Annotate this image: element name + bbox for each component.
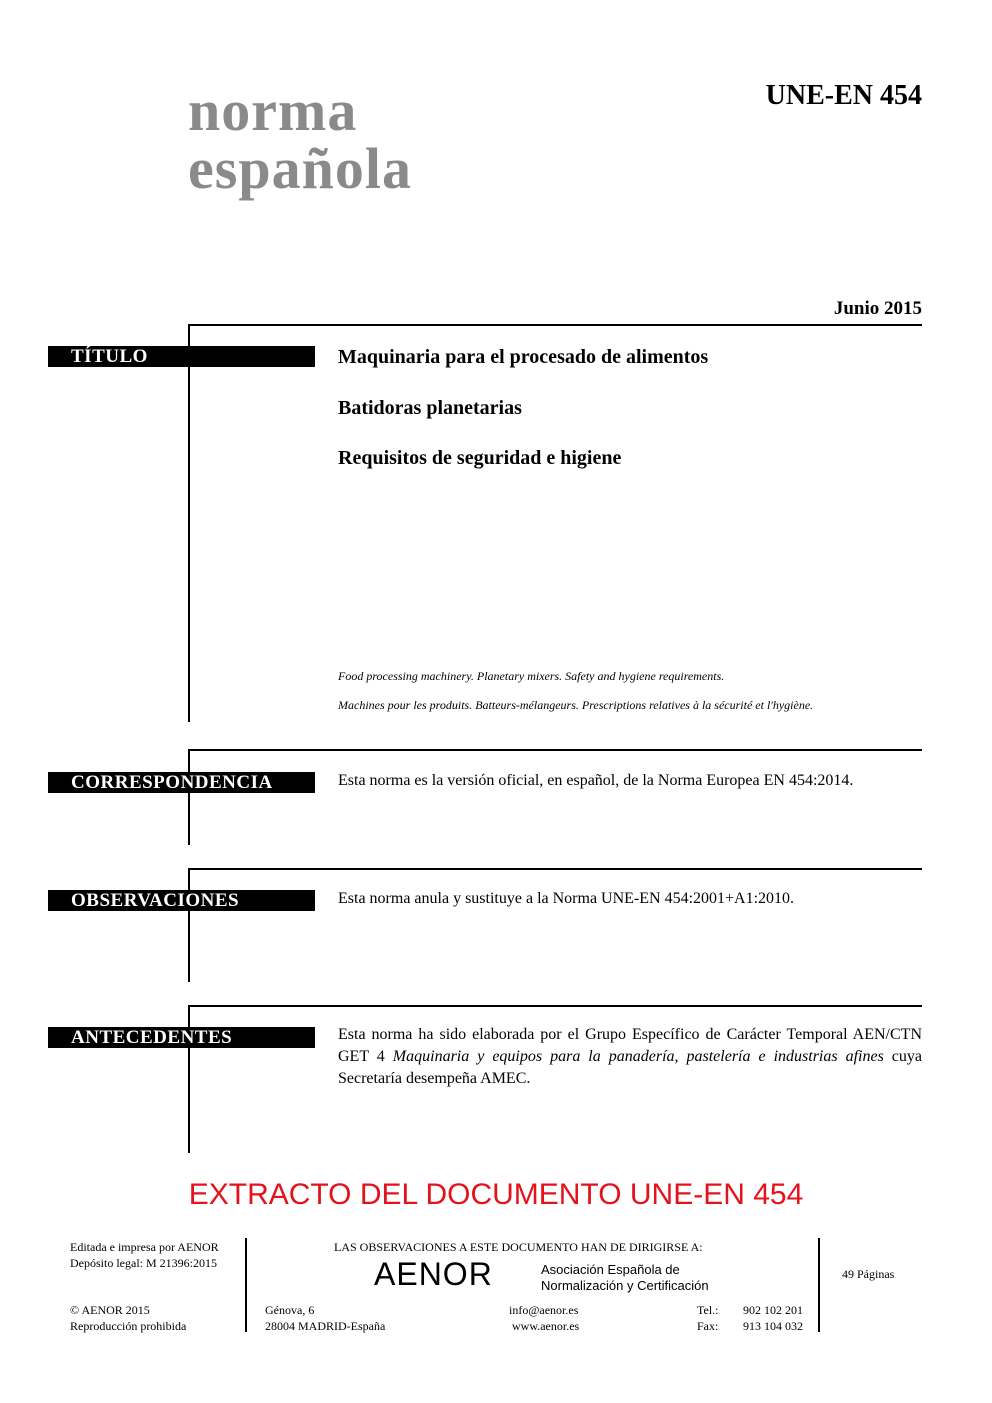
section-rule-titulo xyxy=(188,324,922,326)
footer-divider-left xyxy=(245,1238,247,1332)
antecedentes-text xyxy=(338,1024,922,1090)
footer-edited: Editada e impresa por AENOR xyxy=(70,1240,219,1254)
section-rule-observaciones xyxy=(188,868,922,870)
section-vrule-titulo xyxy=(188,324,190,722)
title-line-2: Batidoras planetarias xyxy=(338,397,522,419)
standard-code: UNE-EN 454 xyxy=(765,80,922,111)
title-translation-fr: Machines pour les produits. Batteurs-mélangeurs. Prescriptions relatives à la sécurité et l'hygiène. xyxy=(338,698,814,712)
footer-fax: 913 104 032 xyxy=(743,1319,803,1333)
footer-legal-deposit: Depósito legal: M 21396:2015 xyxy=(70,1256,217,1270)
footer-observations-heading: LAS OBSERVACIONES A ESTE DOCUMENTO HAN DE DIRIGIRSE A: xyxy=(334,1240,703,1254)
title-line-3: Requisitos de seguridad e higiene xyxy=(338,447,622,469)
footer-reproduction: Reproducción prohibida xyxy=(70,1319,187,1333)
antecedentes-text-prefix: Esta norma ha sido elaborada por el Grupo Específico de Carácter Temporal AEN/CTN GET 4 xyxy=(338,1026,922,1065)
footer-copyright: © AENOR 2015 xyxy=(70,1303,150,1317)
section-vrule-correspondencia xyxy=(188,749,190,845)
footer-fax-label: Fax: xyxy=(697,1319,719,1333)
footer-address-line-2: 28004 MADRID-España xyxy=(265,1319,386,1333)
footer-tel: 902 102 201 xyxy=(743,1303,803,1317)
footer-edition-info xyxy=(70,1239,219,1271)
footer-contact-phone xyxy=(697,1302,803,1334)
footer-page-count: 49 Páginas xyxy=(842,1267,895,1281)
aenor-org-name xyxy=(541,1262,709,1294)
footer-email-link[interactable]: info@aenor.es xyxy=(509,1303,579,1317)
footer-address-line-1: Génova, 6 xyxy=(265,1303,315,1317)
aenor-org-line-2: Normalización y Certificación xyxy=(541,1278,709,1293)
brand-title xyxy=(188,78,412,201)
extract-notice: EXTRACTO DEL DOCUMENTO UNE-EN 454 xyxy=(188,1178,804,1211)
publication-date: Junio 2015 xyxy=(833,298,922,319)
footer-address xyxy=(265,1302,385,1334)
footer-tel-row xyxy=(697,1302,803,1318)
section-rule-correspondencia xyxy=(188,749,922,751)
brand-line-2: española xyxy=(188,136,412,201)
aenor-org-line-1: Asociación Española de xyxy=(541,1262,680,1277)
section-label-antecedentes: ANTECEDENTES xyxy=(48,1027,315,1048)
footer-web-link[interactable]: www.aenor.es xyxy=(512,1319,580,1333)
section-rule-antecedentes xyxy=(188,1005,922,1007)
aenor-logo: AENOR xyxy=(374,1256,493,1292)
footer-copyright-info xyxy=(70,1302,186,1334)
footer-tel-label: Tel.: xyxy=(697,1303,719,1317)
footer-fax-row xyxy=(697,1318,803,1334)
footer-contact-online xyxy=(509,1302,579,1334)
title-translation-en: Food processing machinery. Planetary mixers. Safety and hygiene requirements. xyxy=(338,669,725,683)
section-label-observaciones: OBSERVACIONES xyxy=(48,890,315,911)
footer-divider-right xyxy=(818,1238,820,1332)
observaciones-text: Esta norma anula y sustituye a la Norma UNE-EN 454:2001+A1:2010. xyxy=(338,890,795,907)
correspondencia-text: Esta norma es la versión oficial, en español, de la Norma Europea EN 454:2014. xyxy=(338,772,854,789)
section-vrule-observaciones xyxy=(188,868,190,982)
antecedentes-text-suffix: cuya Secretaría desempeña AMEC. xyxy=(338,1048,923,1087)
brand-line-1: norma xyxy=(188,78,358,143)
section-label-titulo: TÍTULO xyxy=(48,346,315,367)
antecedentes-committee-name: Maquinaria y equipos para la panadería, pastelería e industrias afines xyxy=(392,1048,884,1065)
title-line-1: Maquinaria para el procesado de alimentos xyxy=(338,346,709,368)
section-label-correspondencia: CORRESPONDENCIA xyxy=(48,772,315,793)
